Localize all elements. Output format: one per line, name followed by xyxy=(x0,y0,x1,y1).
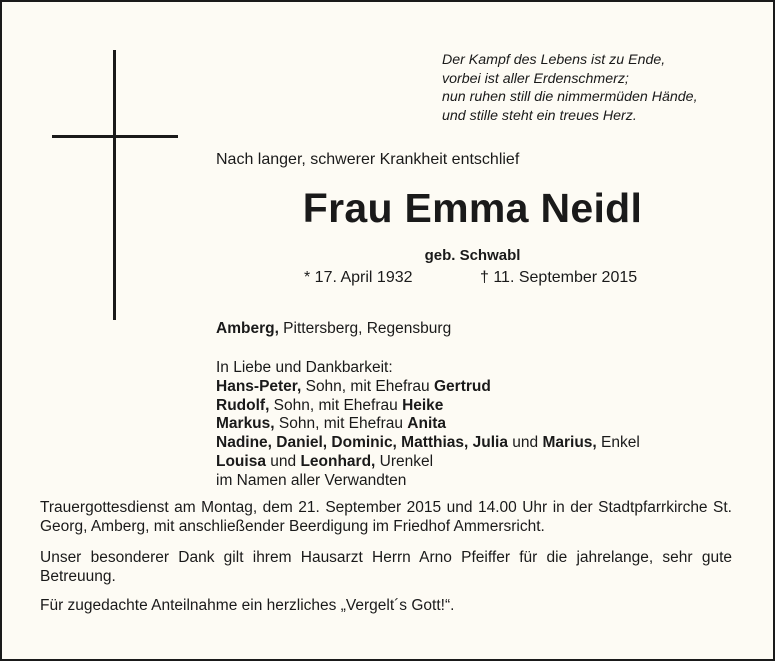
mourner-name: Hans-Peter, xyxy=(216,377,302,395)
mourner-relation: Sohn, mit Ehefrau xyxy=(274,415,408,433)
poem-line: und stille steht ein treues Herz. xyxy=(442,107,637,124)
mourner-partner: Heike xyxy=(402,396,444,414)
mourners-footer: im Namen aller Verwandten xyxy=(216,471,407,489)
conjunction: und xyxy=(265,452,301,470)
mourner-line xyxy=(216,453,640,472)
mourner-line xyxy=(216,378,640,397)
intro-text: Nach langer, schwerer Krankheit entschlief xyxy=(216,151,520,168)
mourners-heading: In Liebe und Dankbarkeit: xyxy=(216,359,393,376)
mourner-relation: Sohn, mit Ehefrau xyxy=(269,396,403,414)
mourner-line xyxy=(216,397,640,416)
death-date: † 11. September 2015 xyxy=(480,269,638,286)
grandchildren-names: Nadine, Daniel, Dominic, Matthias, Julia xyxy=(216,434,508,452)
mourner-name: Markus, xyxy=(216,415,275,433)
mourner-line xyxy=(216,434,640,453)
closing-note: Für zugedachte Anteilnahme ein herzliches „Vergelt´s Gott!“. xyxy=(40,597,455,614)
poem xyxy=(442,51,698,125)
mourner-line xyxy=(216,415,640,434)
poem-line: Der Kampf des Lebens ist zu Ende, xyxy=(442,52,666,68)
birth-date: * 17. April 1932 xyxy=(304,269,413,286)
poem-line: nun ruhen still die nimmermüden Hände, xyxy=(442,89,698,105)
service-info: Trauergottesdienst am Montag, dem 21. September 2015 und 14.00 Uhr in der Stadtpfarrkirche St. Georg, Amberg, mit anschließender Beerdigung im Friedhof Ammersricht. xyxy=(40,499,732,535)
cross-horizontal-bar xyxy=(52,135,178,138)
great-grandchild-name: Leonhard, xyxy=(300,452,376,470)
place-primary: Amberg, xyxy=(216,320,279,337)
poem-line: vorbei ist aller Erdenschmerz; xyxy=(442,70,629,87)
mourner-relation: Sohn, mit Ehefrau xyxy=(301,377,434,395)
deceased-name: Frau Emma Neidl xyxy=(302,185,643,231)
mourners-list xyxy=(216,359,640,491)
places xyxy=(216,320,451,338)
great-grandchild-name: Louisa xyxy=(216,452,266,470)
mourner-partner: Anita xyxy=(407,415,447,433)
mourner-relation: Urenkel xyxy=(375,452,434,470)
mourner-relation: Enkel xyxy=(596,434,640,452)
conjunction: und xyxy=(507,434,543,452)
grandchild-name: Marius, xyxy=(542,434,597,452)
maiden-name: geb. Schwabl xyxy=(424,247,521,264)
mourner-name: Rudolf, xyxy=(216,396,270,414)
mourner-partner: Gertrud xyxy=(433,377,491,395)
place-rest: Pittersberg, Regensburg xyxy=(278,320,452,337)
thanks-note: Unser besonderer Dank gilt ihrem Hausarzt Herrn Arno Pfeiffer für die jahrelange, sehr gute Betreuung. xyxy=(40,549,732,585)
